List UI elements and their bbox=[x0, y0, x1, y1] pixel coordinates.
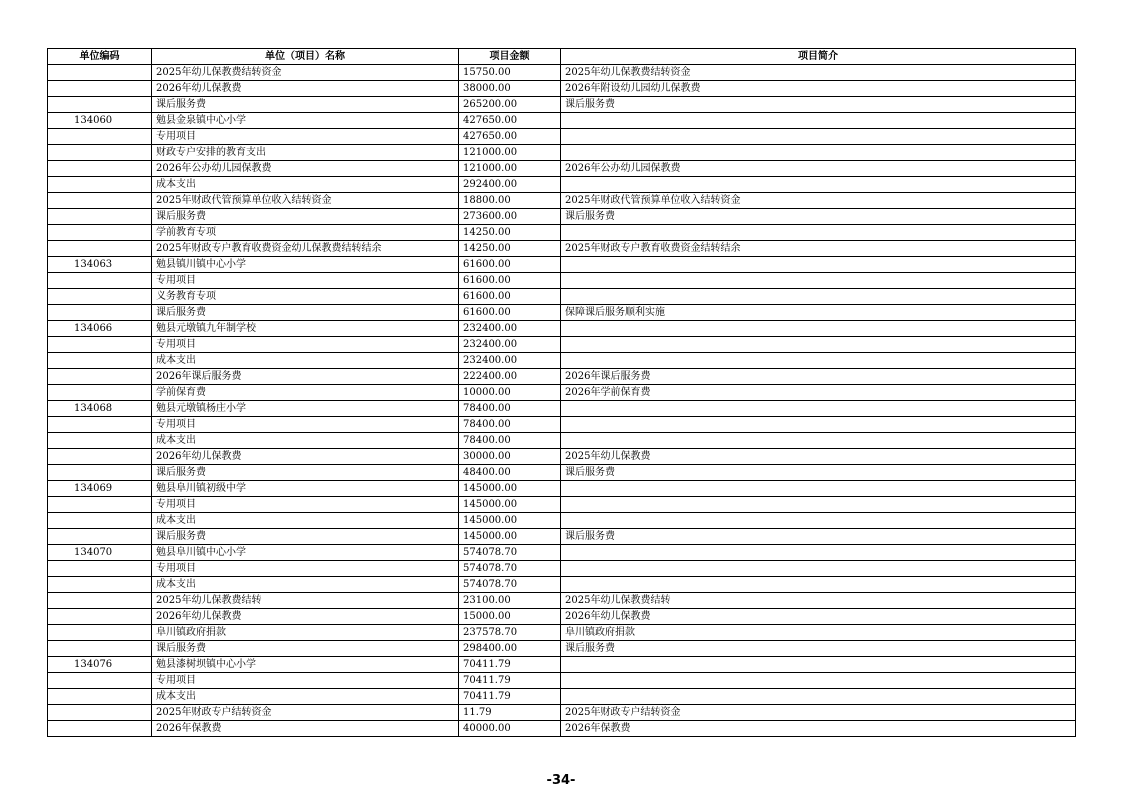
unit-code-cell bbox=[48, 225, 152, 241]
amount-cell: 70411.79 bbox=[459, 689, 561, 705]
budget-table bbox=[47, 48, 1076, 737]
description-cell bbox=[561, 561, 1076, 577]
amount-cell: 121000.00 bbox=[459, 145, 561, 161]
amount-cell: 30000.00 bbox=[459, 449, 561, 465]
table-row bbox=[48, 641, 1076, 657]
amount-cell: 121000.00 bbox=[459, 161, 561, 177]
unit-name-cell: 成本支出 bbox=[152, 513, 459, 529]
description-cell bbox=[561, 145, 1076, 161]
unit-code-cell bbox=[48, 241, 152, 257]
table-row bbox=[48, 337, 1076, 353]
unit-name-cell: 专用项目 bbox=[152, 561, 459, 577]
description-cell: 课后服务费 bbox=[561, 641, 1076, 657]
description-cell bbox=[561, 673, 1076, 689]
unit-code-cell bbox=[48, 513, 152, 529]
table-row bbox=[48, 353, 1076, 369]
amount-cell: 48400.00 bbox=[459, 465, 561, 481]
description-cell bbox=[561, 273, 1076, 289]
unit-name-cell: 勉县镇川镇中心小学 bbox=[152, 257, 459, 273]
description-cell: 2026年幼儿保教费 bbox=[561, 609, 1076, 625]
table-row bbox=[48, 97, 1076, 113]
unit-name-cell: 专用项目 bbox=[152, 673, 459, 689]
unit-code-cell bbox=[48, 289, 152, 305]
header-unit-code: 单位编码 bbox=[48, 49, 152, 65]
description-cell: 2025年财政专户教育收费资金结转结余 bbox=[561, 241, 1076, 257]
description-cell bbox=[561, 545, 1076, 561]
table-row bbox=[48, 129, 1076, 145]
table-row bbox=[48, 145, 1076, 161]
unit-code-cell bbox=[48, 417, 152, 433]
unit-name-cell: 勉县阜川镇初级中学 bbox=[152, 481, 459, 497]
description-cell: 2025年幼儿保教费 bbox=[561, 449, 1076, 465]
unit-code-cell bbox=[48, 577, 152, 593]
unit-name-cell: 成本支出 bbox=[152, 689, 459, 705]
description-cell bbox=[561, 481, 1076, 497]
description-cell bbox=[561, 225, 1076, 241]
description-cell: 2025年幼儿保教费结转资金 bbox=[561, 65, 1076, 81]
table-row bbox=[48, 481, 1076, 497]
unit-name-cell: 2026年幼儿保教费 bbox=[152, 81, 459, 97]
table-row bbox=[48, 433, 1076, 449]
table-row bbox=[48, 545, 1076, 561]
table-row bbox=[48, 689, 1076, 705]
description-cell: 2025年幼儿保教费结转 bbox=[561, 593, 1076, 609]
unit-code-cell bbox=[48, 385, 152, 401]
unit-name-cell: 勉县阜川镇中心小学 bbox=[152, 545, 459, 561]
unit-name-cell: 专用项目 bbox=[152, 497, 459, 513]
description-cell: 阜川镇政府捐款 bbox=[561, 625, 1076, 641]
table-header-row bbox=[48, 49, 1076, 65]
unit-code-cell bbox=[48, 129, 152, 145]
unit-name-cell: 课后服务费 bbox=[152, 529, 459, 545]
description-cell bbox=[561, 433, 1076, 449]
unit-code-cell bbox=[48, 161, 152, 177]
description-cell bbox=[561, 177, 1076, 193]
description-cell: 2026年学前保育费 bbox=[561, 385, 1076, 401]
unit-code-cell bbox=[48, 465, 152, 481]
amount-cell: 292400.00 bbox=[459, 177, 561, 193]
unit-name-cell: 成本支出 bbox=[152, 177, 459, 193]
amount-cell: 70411.79 bbox=[459, 657, 561, 673]
unit-code-cell bbox=[48, 353, 152, 369]
unit-code-cell bbox=[48, 193, 152, 209]
amount-cell: 222400.00 bbox=[459, 369, 561, 385]
table-row bbox=[48, 593, 1076, 609]
unit-name-cell: 课后服务费 bbox=[152, 465, 459, 481]
table-row bbox=[48, 673, 1076, 689]
amount-cell: 232400.00 bbox=[459, 321, 561, 337]
description-cell bbox=[561, 321, 1076, 337]
header-unit-name: 单位（项目）名称 bbox=[152, 49, 459, 65]
unit-name-cell: 2026年课后服务费 bbox=[152, 369, 459, 385]
table-row bbox=[48, 65, 1076, 81]
unit-name-cell: 专用项目 bbox=[152, 273, 459, 289]
table-row bbox=[48, 81, 1076, 97]
unit-code-cell bbox=[48, 561, 152, 577]
unit-name-cell: 2026年幼儿保教费 bbox=[152, 609, 459, 625]
table-row bbox=[48, 417, 1076, 433]
unit-code-cell bbox=[48, 209, 152, 225]
unit-name-cell: 课后服务费 bbox=[152, 641, 459, 657]
amount-cell: 38000.00 bbox=[459, 81, 561, 97]
amount-cell: 427650.00 bbox=[459, 113, 561, 129]
unit-name-cell: 勉县元墩镇杨庄小学 bbox=[152, 401, 459, 417]
unit-code-cell bbox=[48, 705, 152, 721]
amount-cell: 574078.70 bbox=[459, 545, 561, 561]
amount-cell: 61600.00 bbox=[459, 257, 561, 273]
amount-cell: 237578.70 bbox=[459, 625, 561, 641]
description-cell bbox=[561, 497, 1076, 513]
unit-name-cell: 2025年财政专户教育收费资金幼儿保教费结转结余 bbox=[152, 241, 459, 257]
unit-code-cell: 134069 bbox=[48, 481, 152, 497]
description-cell bbox=[561, 577, 1076, 593]
description-cell bbox=[561, 353, 1076, 369]
unit-name-cell: 成本支出 bbox=[152, 433, 459, 449]
unit-code-cell bbox=[48, 97, 152, 113]
table-row bbox=[48, 321, 1076, 337]
description-cell: 课后服务费 bbox=[561, 465, 1076, 481]
unit-name-cell: 成本支出 bbox=[152, 353, 459, 369]
table-row bbox=[48, 513, 1076, 529]
table-row bbox=[48, 241, 1076, 257]
description-cell bbox=[561, 401, 1076, 417]
unit-code-cell bbox=[48, 625, 152, 641]
amount-cell: 273600.00 bbox=[459, 209, 561, 225]
unit-name-cell: 课后服务费 bbox=[152, 209, 459, 225]
description-cell bbox=[561, 689, 1076, 705]
unit-code-cell bbox=[48, 497, 152, 513]
unit-name-cell: 阜川镇政府捐款 bbox=[152, 625, 459, 641]
table-row bbox=[48, 305, 1076, 321]
amount-cell: 145000.00 bbox=[459, 481, 561, 497]
unit-name-cell: 勉县漆树坝镇中心小学 bbox=[152, 657, 459, 673]
table-row bbox=[48, 497, 1076, 513]
unit-name-cell: 课后服务费 bbox=[152, 305, 459, 321]
table-body bbox=[48, 65, 1076, 737]
table-row bbox=[48, 193, 1076, 209]
description-cell: 2026年附设幼儿园幼儿保教费 bbox=[561, 81, 1076, 97]
header-amount: 项目金额 bbox=[459, 49, 561, 65]
amount-cell: 427650.00 bbox=[459, 129, 561, 145]
description-cell: 2026年公办幼儿园保教费 bbox=[561, 161, 1076, 177]
description-cell: 保障课后服务顺利实施 bbox=[561, 305, 1076, 321]
table-row bbox=[48, 401, 1076, 417]
unit-name-cell: 2026年保教费 bbox=[152, 721, 459, 737]
unit-code-cell: 134076 bbox=[48, 657, 152, 673]
amount-cell: 70411.79 bbox=[459, 673, 561, 689]
unit-code-cell bbox=[48, 273, 152, 289]
amount-cell: 145000.00 bbox=[459, 529, 561, 545]
description-cell: 2025年财政代管预算单位收入结转资金 bbox=[561, 193, 1076, 209]
description-cell bbox=[561, 657, 1076, 673]
amount-cell: 15000.00 bbox=[459, 609, 561, 625]
unit-name-cell: 课后服务费 bbox=[152, 97, 459, 113]
description-cell bbox=[561, 113, 1076, 129]
table-row bbox=[48, 529, 1076, 545]
unit-name-cell: 2026年公办幼儿园保教费 bbox=[152, 161, 459, 177]
unit-code-cell bbox=[48, 177, 152, 193]
unit-code-cell bbox=[48, 593, 152, 609]
table-row bbox=[48, 449, 1076, 465]
description-cell: 课后服务费 bbox=[561, 209, 1076, 225]
unit-code-cell bbox=[48, 369, 152, 385]
amount-cell: 40000.00 bbox=[459, 721, 561, 737]
amount-cell: 574078.70 bbox=[459, 577, 561, 593]
table-row bbox=[48, 257, 1076, 273]
unit-code-cell: 134066 bbox=[48, 321, 152, 337]
amount-cell: 61600.00 bbox=[459, 305, 561, 321]
description-cell: 课后服务费 bbox=[561, 529, 1076, 545]
unit-code-cell bbox=[48, 609, 152, 625]
unit-name-cell: 学前保育费 bbox=[152, 385, 459, 401]
amount-cell: 145000.00 bbox=[459, 497, 561, 513]
unit-name-cell: 专用项目 bbox=[152, 337, 459, 353]
table-row bbox=[48, 289, 1076, 305]
unit-code-cell bbox=[48, 65, 152, 81]
unit-code-cell: 134070 bbox=[48, 545, 152, 561]
unit-code-cell bbox=[48, 337, 152, 353]
unit-code-cell bbox=[48, 449, 152, 465]
unit-code-cell bbox=[48, 721, 152, 737]
unit-code-cell bbox=[48, 81, 152, 97]
amount-cell: 574078.70 bbox=[459, 561, 561, 577]
table-row bbox=[48, 657, 1076, 673]
amount-cell: 78400.00 bbox=[459, 401, 561, 417]
unit-name-cell: 勉县金泉镇中心小学 bbox=[152, 113, 459, 129]
amount-cell: 23100.00 bbox=[459, 593, 561, 609]
table-row bbox=[48, 577, 1076, 593]
amount-cell: 78400.00 bbox=[459, 433, 561, 449]
description-cell bbox=[561, 129, 1076, 145]
description-cell bbox=[561, 513, 1076, 529]
description-cell bbox=[561, 289, 1076, 305]
unit-code-cell bbox=[48, 641, 152, 657]
description-cell bbox=[561, 257, 1076, 273]
table-row bbox=[48, 609, 1076, 625]
unit-name-cell: 2026年幼儿保教费 bbox=[152, 449, 459, 465]
description-cell: 2025年财政专户结转资金 bbox=[561, 705, 1076, 721]
amount-cell: 78400.00 bbox=[459, 417, 561, 433]
unit-code-cell bbox=[48, 145, 152, 161]
description-cell: 2026年保教费 bbox=[561, 721, 1076, 737]
table-row bbox=[48, 561, 1076, 577]
table-row bbox=[48, 369, 1076, 385]
amount-cell: 232400.00 bbox=[459, 337, 561, 353]
description-cell bbox=[561, 337, 1076, 353]
description-cell: 2026年课后服务费 bbox=[561, 369, 1076, 385]
unit-name-cell: 财政专户安排的教育支出 bbox=[152, 145, 459, 161]
unit-name-cell: 成本支出 bbox=[152, 577, 459, 593]
unit-name-cell: 勉县元墩镇九年制学校 bbox=[152, 321, 459, 337]
unit-code-cell: 134068 bbox=[48, 401, 152, 417]
table-row bbox=[48, 705, 1076, 721]
unit-name-cell: 2025年幼儿保教费结转资金 bbox=[152, 65, 459, 81]
amount-cell: 61600.00 bbox=[459, 273, 561, 289]
amount-cell: 10000.00 bbox=[459, 385, 561, 401]
unit-code-cell bbox=[48, 305, 152, 321]
unit-code-cell bbox=[48, 433, 152, 449]
table-row bbox=[48, 177, 1076, 193]
amount-cell: 18800.00 bbox=[459, 193, 561, 209]
table-row bbox=[48, 465, 1076, 481]
unit-code-cell bbox=[48, 689, 152, 705]
table-row bbox=[48, 161, 1076, 177]
amount-cell: 145000.00 bbox=[459, 513, 561, 529]
unit-name-cell: 2025年幼儿保教费结转 bbox=[152, 593, 459, 609]
table-row bbox=[48, 721, 1076, 737]
amount-cell: 15750.00 bbox=[459, 65, 561, 81]
unit-name-cell: 专用项目 bbox=[152, 129, 459, 145]
unit-name-cell: 2025年财政专户结转资金 bbox=[152, 705, 459, 721]
amount-cell: 61600.00 bbox=[459, 289, 561, 305]
unit-code-cell bbox=[48, 673, 152, 689]
unit-name-cell: 2025年财政代管预算单位收入结转资金 bbox=[152, 193, 459, 209]
amount-cell: 232400.00 bbox=[459, 353, 561, 369]
table-row bbox=[48, 225, 1076, 241]
description-cell bbox=[561, 417, 1076, 433]
amount-cell: 298400.00 bbox=[459, 641, 561, 657]
table-row bbox=[48, 209, 1076, 225]
unit-name-cell: 义务教育专项 bbox=[152, 289, 459, 305]
header-description: 项目简介 bbox=[561, 49, 1076, 65]
amount-cell: 14250.00 bbox=[459, 225, 561, 241]
table-row bbox=[48, 625, 1076, 641]
amount-cell: 11.79 bbox=[459, 705, 561, 721]
unit-name-cell: 专用项目 bbox=[152, 417, 459, 433]
unit-code-cell: 134063 bbox=[48, 257, 152, 273]
amount-cell: 14250.00 bbox=[459, 241, 561, 257]
table-row bbox=[48, 273, 1076, 289]
table-row bbox=[48, 113, 1076, 129]
unit-code-cell bbox=[48, 529, 152, 545]
unit-code-cell: 134060 bbox=[48, 113, 152, 129]
description-cell: 课后服务费 bbox=[561, 97, 1076, 113]
table-row bbox=[48, 385, 1076, 401]
unit-name-cell: 学前教育专项 bbox=[152, 225, 459, 241]
page-number: -34- bbox=[546, 773, 576, 788]
amount-cell: 265200.00 bbox=[459, 97, 561, 113]
